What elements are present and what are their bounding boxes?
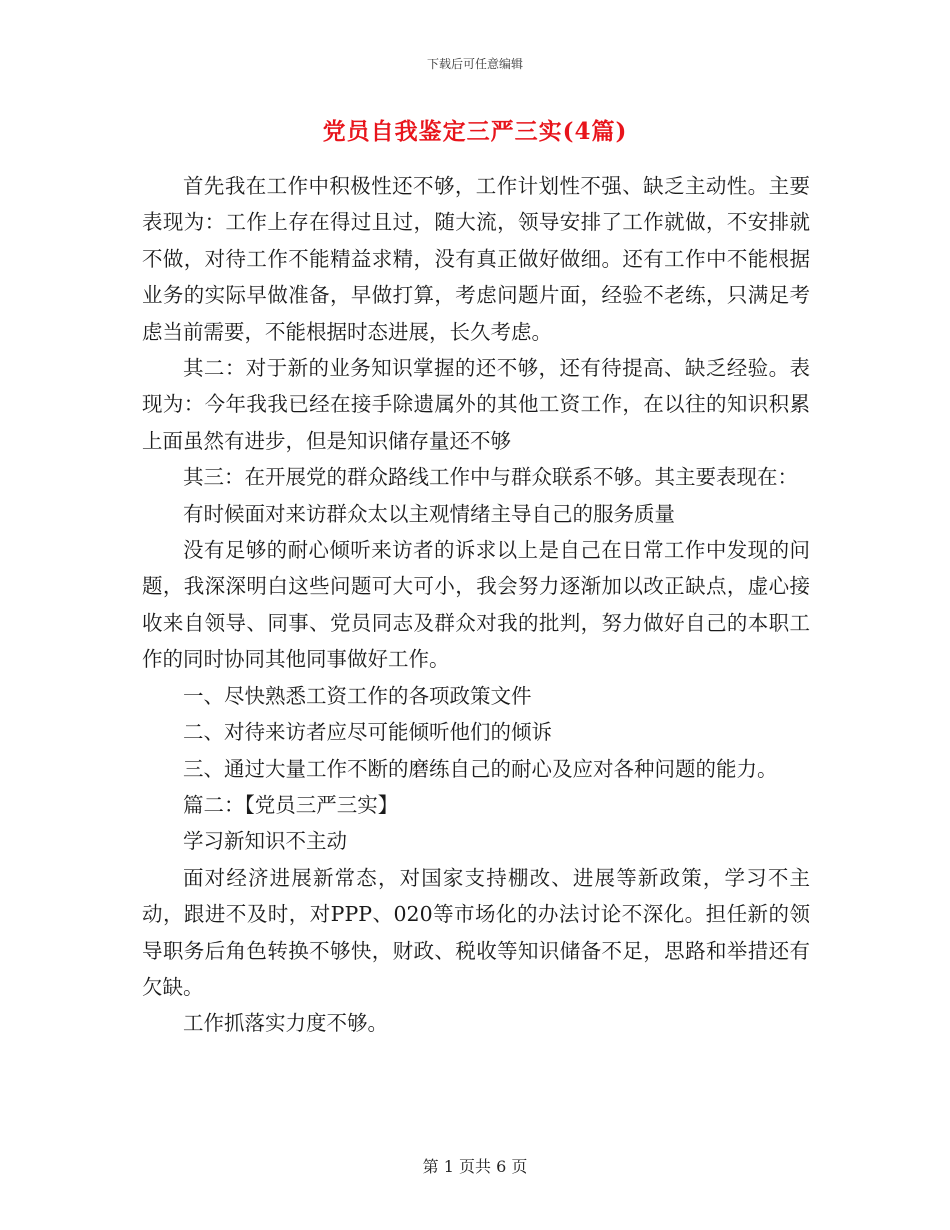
paragraph: 面对经济进展新常态，对国家支持棚改、进展等新政策，学习不主动，跟进不及时，对PPP、020等市场化的办法讨论不深化。担任新的领导职务后角色转换不够快，财政、税收等知识储备不足，思路和举措还有欠缺。	[142, 865, 810, 999]
paragraph: 一、尽快熟悉工资工作的各项政策文件	[183, 683, 532, 708]
paragraph: 工作抓落实力度不够。	[183, 1011, 388, 1036]
paragraph: 篇二：【党员三严三实】	[183, 792, 399, 817]
page-number: 第 1 页共 6 页	[422, 1157, 528, 1176]
document-title: 党员自我鉴定三严三实(4篇)	[322, 118, 628, 145]
paragraph: 首先我在工作中积极性还不够，工作计划性不强、缺乏主动性。主要表现为：工作上存在得过且过，随大流，领导安排了工作就做，不安排就不做，对待工作不能精益求精，没有真正做好做细。还有工作中不能根据业务的实际早做准备，早做打算，考虑问题片面，经验不老练，只满足考虑当前需要，不能根据时态进展，长久考虑。	[142, 174, 810, 344]
paragraph: 三、通过大量工作不断的磨练自己的耐心及应对各种问题的能力。	[183, 756, 778, 781]
header-note: 下载后可任意编辑	[426, 57, 523, 71]
paragraph: 其三：在开展党的群众路线工作中与群众联系不够。其主要表现在：	[183, 465, 798, 490]
paragraph: 有时候面对来访群众太以主观情绪主导自己的服务质量	[183, 501, 675, 526]
paragraph: 没有足够的耐心倾听来访者的诉求以上是自己在日常工作中发现的问题，我深深明白这些问题可大可小，我会努力逐渐加以改正缺点，虚心接收来自领导、同事、党员同志及群众对我的批判，努力做好自己的本职工作的同时协同其他同事做好工作。	[142, 538, 810, 672]
paragraph: 二、对待来访者应尽可能倾听他们的倾诉	[183, 720, 552, 745]
paragraph: 学习新知识不主动	[183, 829, 347, 854]
document-body	[142, 168, 810, 1042]
paragraph: 其二：对于新的业务知识掌握的还不够，还有待提高、缺乏经验。表现为：今年我我已经在接手除遗属外的其他工资工作，在以往的知识积累上面虽然有进步，但是知识储存量还不够	[142, 356, 810, 453]
